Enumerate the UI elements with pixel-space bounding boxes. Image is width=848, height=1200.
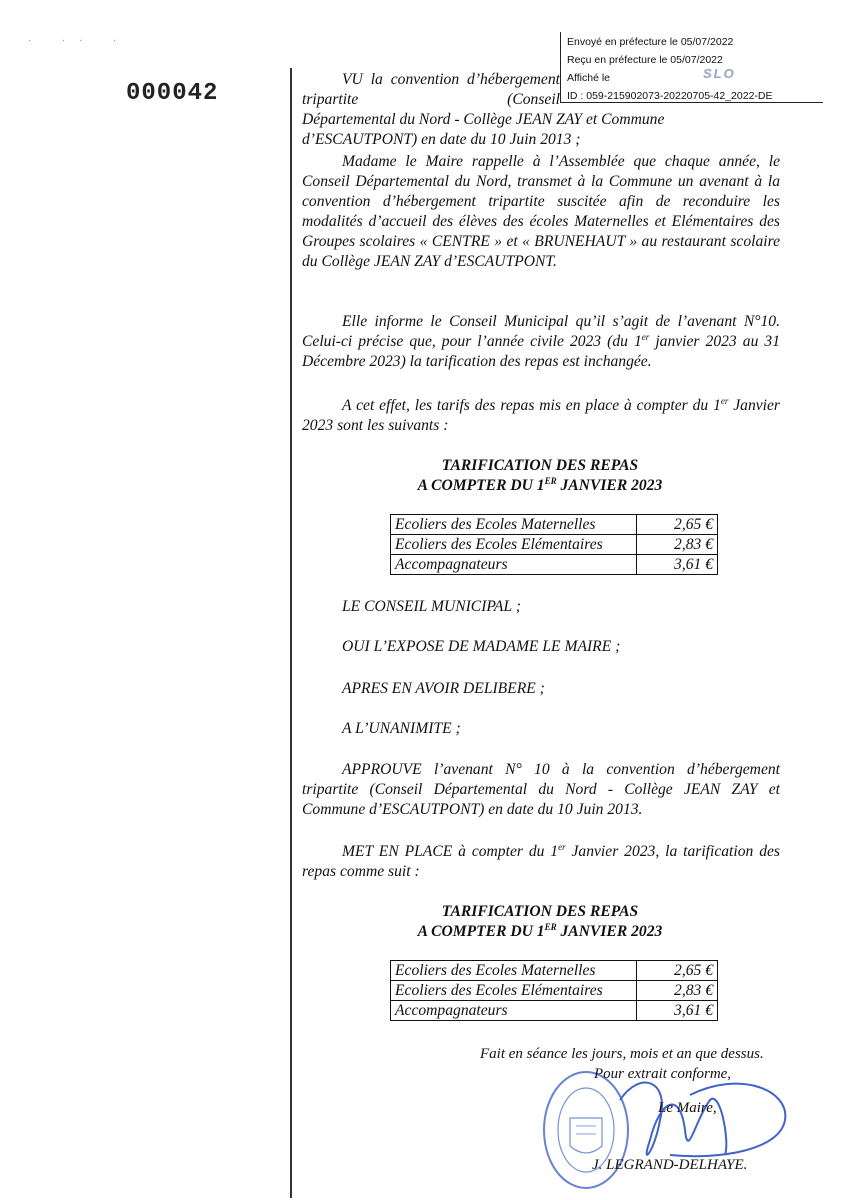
tarif-heading-2 xyxy=(380,902,700,942)
tarif-label: Ecoliers des Ecoles Maternelles xyxy=(391,515,637,535)
p2-text-a: Elle informe le Conseil Municipal qu’il s’agit de l’avenant N°10. Celui-ci précise que, pour l’année civile 2023 (du 1 xyxy=(302,313,780,350)
table-row xyxy=(391,961,718,981)
vu-line-1: VU la convention d’hébergement tripartite (Conseil xyxy=(302,71,560,108)
page-number: 000042 xyxy=(126,80,219,107)
stamp-sent: Envoyé en préfecture le 05/07/2022 xyxy=(567,36,734,48)
tarif-label: Accompagnateurs xyxy=(391,1001,637,1021)
p3-text-a: A cet effet, les tarifs des repas mis en place à compter du 1 xyxy=(342,397,721,414)
stamp-posted: Affiché le xyxy=(567,72,610,84)
tarif-label: Ecoliers des Ecoles Elémentaires xyxy=(391,535,637,555)
paragraph-avenant: Madame le Maire rappelle à l’Assemblée que chaque année, le Conseil Départemental du Nord, transmet à la Commune un avenant à la convention d’hébergement tripartite suscitée afin de reconduire les modalités d’accueil des élèves des écoles Maternelles et Elémentaires des Groupes scolaires « CENTRE » et « BRUNEHAUT » au restaurant scolaire du Collège JEAN ZAY d’ESCAUTPONT. xyxy=(302,153,780,270)
signature-line-1: Fait en séance les jours, mois et an que dessus. xyxy=(480,1046,764,1062)
decision-apres: APRES EN AVOIR DELIBERE ; xyxy=(342,680,545,697)
vu-line-2: Départemental du Nord - Collège JEAN ZAY et Commune xyxy=(302,111,665,128)
p3-text-b: Janvier 2023 sont les suivants : xyxy=(302,397,780,434)
decision-met-en-place xyxy=(302,842,780,882)
tarif-price: 2,65 € xyxy=(637,961,718,981)
table-row xyxy=(391,555,718,575)
tarif-table-1 xyxy=(390,514,718,575)
margin-line xyxy=(290,68,292,1198)
table-row xyxy=(391,515,718,535)
p3-sup: er xyxy=(720,395,729,406)
tarif-table-2 xyxy=(390,960,718,1021)
vu-line-3: d’ESCAUTPONT) en date du 10 Juin 2013 ; xyxy=(302,131,581,148)
p2-sup: er xyxy=(641,331,650,342)
tarif-label: Ecoliers des Ecoles Elémentaires xyxy=(391,981,637,1001)
paragraph-inform xyxy=(302,312,780,372)
signature-line-3: Le Maire, xyxy=(658,1100,717,1116)
decision-unanimite: A L’UNANIMITE ; xyxy=(342,720,461,737)
heading-line2-a: A COMPTER DU 1 xyxy=(417,923,545,940)
tarif-price: 2,65 € xyxy=(637,515,718,535)
decision-approuve: APPROUVE l’avenant N° 10 à la convention d’hébergement tripartite (Conseil Départemental du Nord - Collège JEAN ZAY et Commune d’ESCAUTPONT) en date du 10 Juin 2013. xyxy=(302,761,780,818)
tarif-heading-line1: TARIFICATION DES REPAS xyxy=(441,457,639,474)
tarif-heading-line2 xyxy=(380,922,700,942)
vu-paragraph xyxy=(302,70,780,150)
met-text-b: Janvier 2023, la tarification des repas comme suit : xyxy=(302,843,780,880)
tarif-heading-line1: TARIFICATION DES REPAS xyxy=(441,903,639,920)
tarif-label: Accompagnateurs xyxy=(391,555,637,575)
p2-text-b: janvier 2023 au 31 Décembre 2023) la tarification des repas est inchangée. xyxy=(302,333,780,370)
signature-line-2: Pour extrait conforme, xyxy=(594,1066,732,1082)
heading-line2-a: A COMPTER DU 1 xyxy=(417,477,545,494)
tarif-price: 3,61 € xyxy=(637,555,718,575)
stamp-received: Reçu en préfecture le 05/07/2022 xyxy=(567,54,723,66)
heading-line2-sup: ER xyxy=(544,475,557,486)
signature-line-4: J. LEGRAND-DELHAYE. xyxy=(592,1157,748,1173)
table-row xyxy=(391,1001,718,1021)
met-sup: er xyxy=(558,841,566,852)
stamp-logo: SLO xyxy=(703,66,736,81)
heading-line2-b: JANVIER 2023 xyxy=(556,477,663,494)
heading-line2-b: JANVIER 2023 xyxy=(556,923,663,940)
scan-specks: · ·· · xyxy=(28,36,131,47)
decision-conseil: LE CONSEIL MUNICIPAL ; xyxy=(342,598,521,615)
stamp-id: ID : 059-215902073-20220705-42_2022-DE xyxy=(567,90,773,102)
paragraph-effet xyxy=(302,396,780,436)
tarif-heading-line2 xyxy=(380,476,700,496)
tarif-price: 2,83 € xyxy=(637,535,718,555)
tarif-price: 3,61 € xyxy=(637,1001,718,1021)
met-text-a: MET EN PLACE à compter du 1 xyxy=(342,843,559,860)
heading-line2-sup: ER xyxy=(544,921,557,932)
tarif-label: Ecoliers des Ecoles Maternelles xyxy=(391,961,637,981)
table-row xyxy=(391,981,718,1001)
decision-oui: OUI L’EXPOSE DE MADAME LE MAIRE ; xyxy=(342,638,621,655)
tarif-heading-1 xyxy=(380,456,700,496)
table-row xyxy=(391,535,718,555)
tarif-price: 2,83 € xyxy=(637,981,718,1001)
